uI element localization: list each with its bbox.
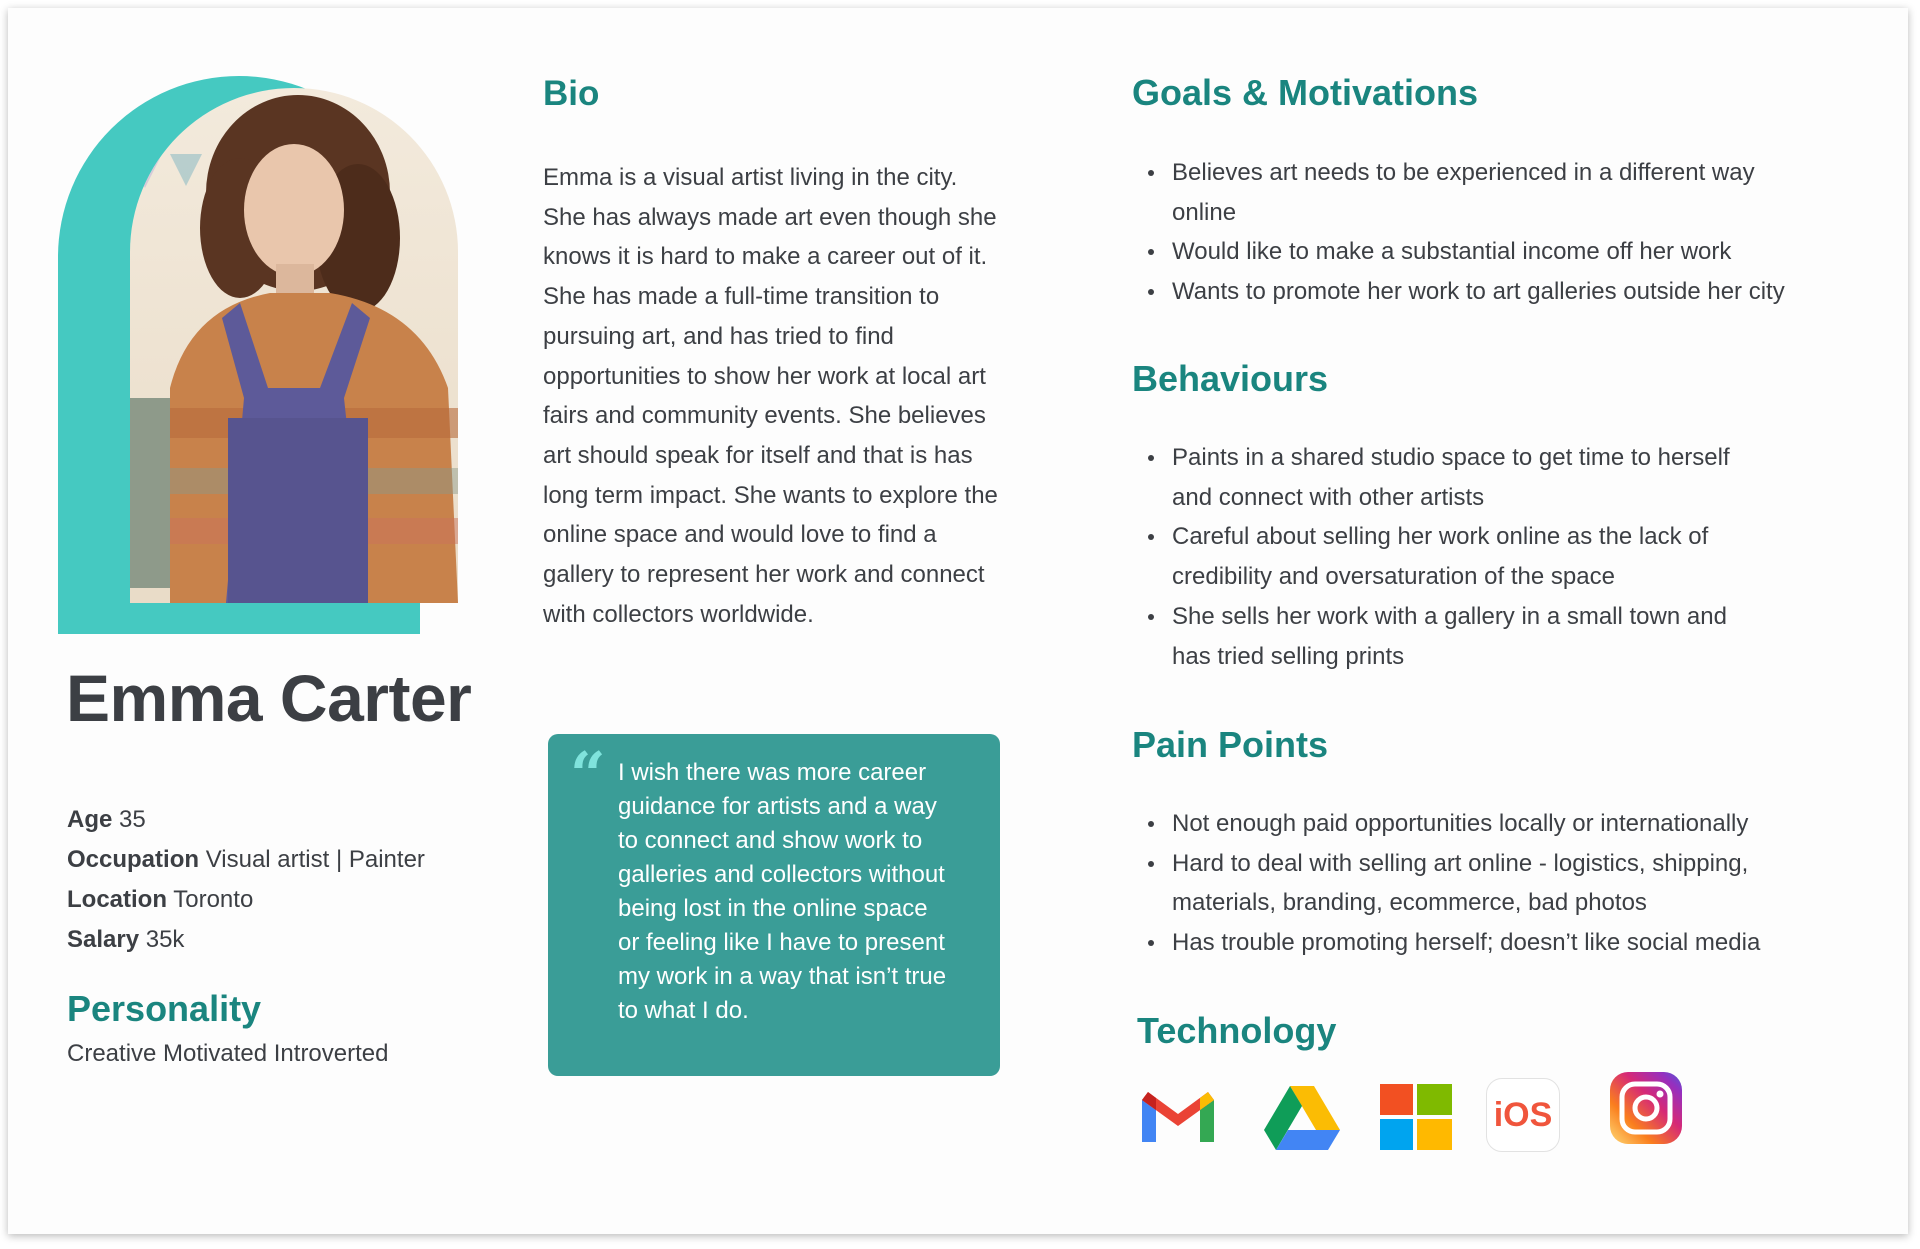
persona-facts <box>67 800 425 960</box>
gmail-icon <box>1136 1074 1220 1158</box>
pain-points-list <box>1132 804 1852 963</box>
pain-points-heading: Pain Points <box>1132 724 1329 765</box>
list-item: Wants to promote her work to art galleries outside her city <box>1132 272 1852 312</box>
list-item: Not enough paid opportunities locally or internationally <box>1132 804 1852 844</box>
list-item: Careful about selling her work online as the lack of credibility and oversaturation of the space <box>1132 517 1852 596</box>
quote-mark-icon: “ <box>570 738 606 811</box>
quote-text: I wish there was more career guidance for artists and a way to connect and show work to galleries and collectors without being lost in the online space or feeling like I have to present my work in a way that isn’t true to what I do. <box>618 759 947 1024</box>
list-item: She sells her work with a gallery in a small town and has tried selling prints <box>1132 597 1852 676</box>
fact-location: Location Toronto <box>67 886 254 913</box>
ios-icon: iOS <box>1486 1078 1560 1152</box>
behaviours-list <box>1132 438 1852 676</box>
quote-box <box>548 734 1000 1076</box>
goals-list <box>1132 153 1852 312</box>
list-item: Hard to deal with selling art online - logistics, shipping, materials, branding, ecommerce, bad photos <box>1132 844 1852 923</box>
instagram-icon <box>1604 1066 1688 1150</box>
fact-occupation: Occupation Visual artist | Painter <box>67 846 425 873</box>
list-item: Believes art needs to be experienced in a different way online <box>1132 153 1852 232</box>
technology-icons <box>1136 1074 1696 1158</box>
fact-salary: Salary 35k <box>67 926 185 953</box>
behaviours-heading: Behaviours <box>1132 358 1329 399</box>
personality-heading: Personality <box>67 988 262 1029</box>
persona-photo <box>130 88 458 603</box>
bio-text: Emma is a visual artist living in the city. She has always made art even though she knows it is hard to make a career out of it. She has made a full-time transition to pursuing art, and has tried to find opportunities to show her work at local art fairs and community events. She believes art should speak for itself and that is has long term impact. She wants to explore the online space and would love to find a gallery to represent her work and connect with collectors worldwide. <box>543 164 998 628</box>
personality-traits: Creative Motivated Introverted <box>67 1040 389 1067</box>
list-item: Would like to make a substantial income off her work <box>1132 232 1852 272</box>
google-drive-icon <box>1260 1074 1344 1158</box>
goals-heading: Goals & Motivations <box>1132 72 1479 113</box>
list-item: Paints in a shared studio space to get time to herself and connect with other artists <box>1132 438 1852 517</box>
fact-age: Age 35 <box>67 806 146 833</box>
technology-heading: Technology <box>1137 1010 1337 1051</box>
persona-name: Emma Carter <box>66 661 472 735</box>
list-item: Has trouble promoting herself; doesn’t like social media <box>1132 923 1852 963</box>
bio-heading: Bio <box>543 74 600 113</box>
windows-icon <box>1374 1074 1458 1158</box>
portrait-illustration <box>130 88 458 603</box>
